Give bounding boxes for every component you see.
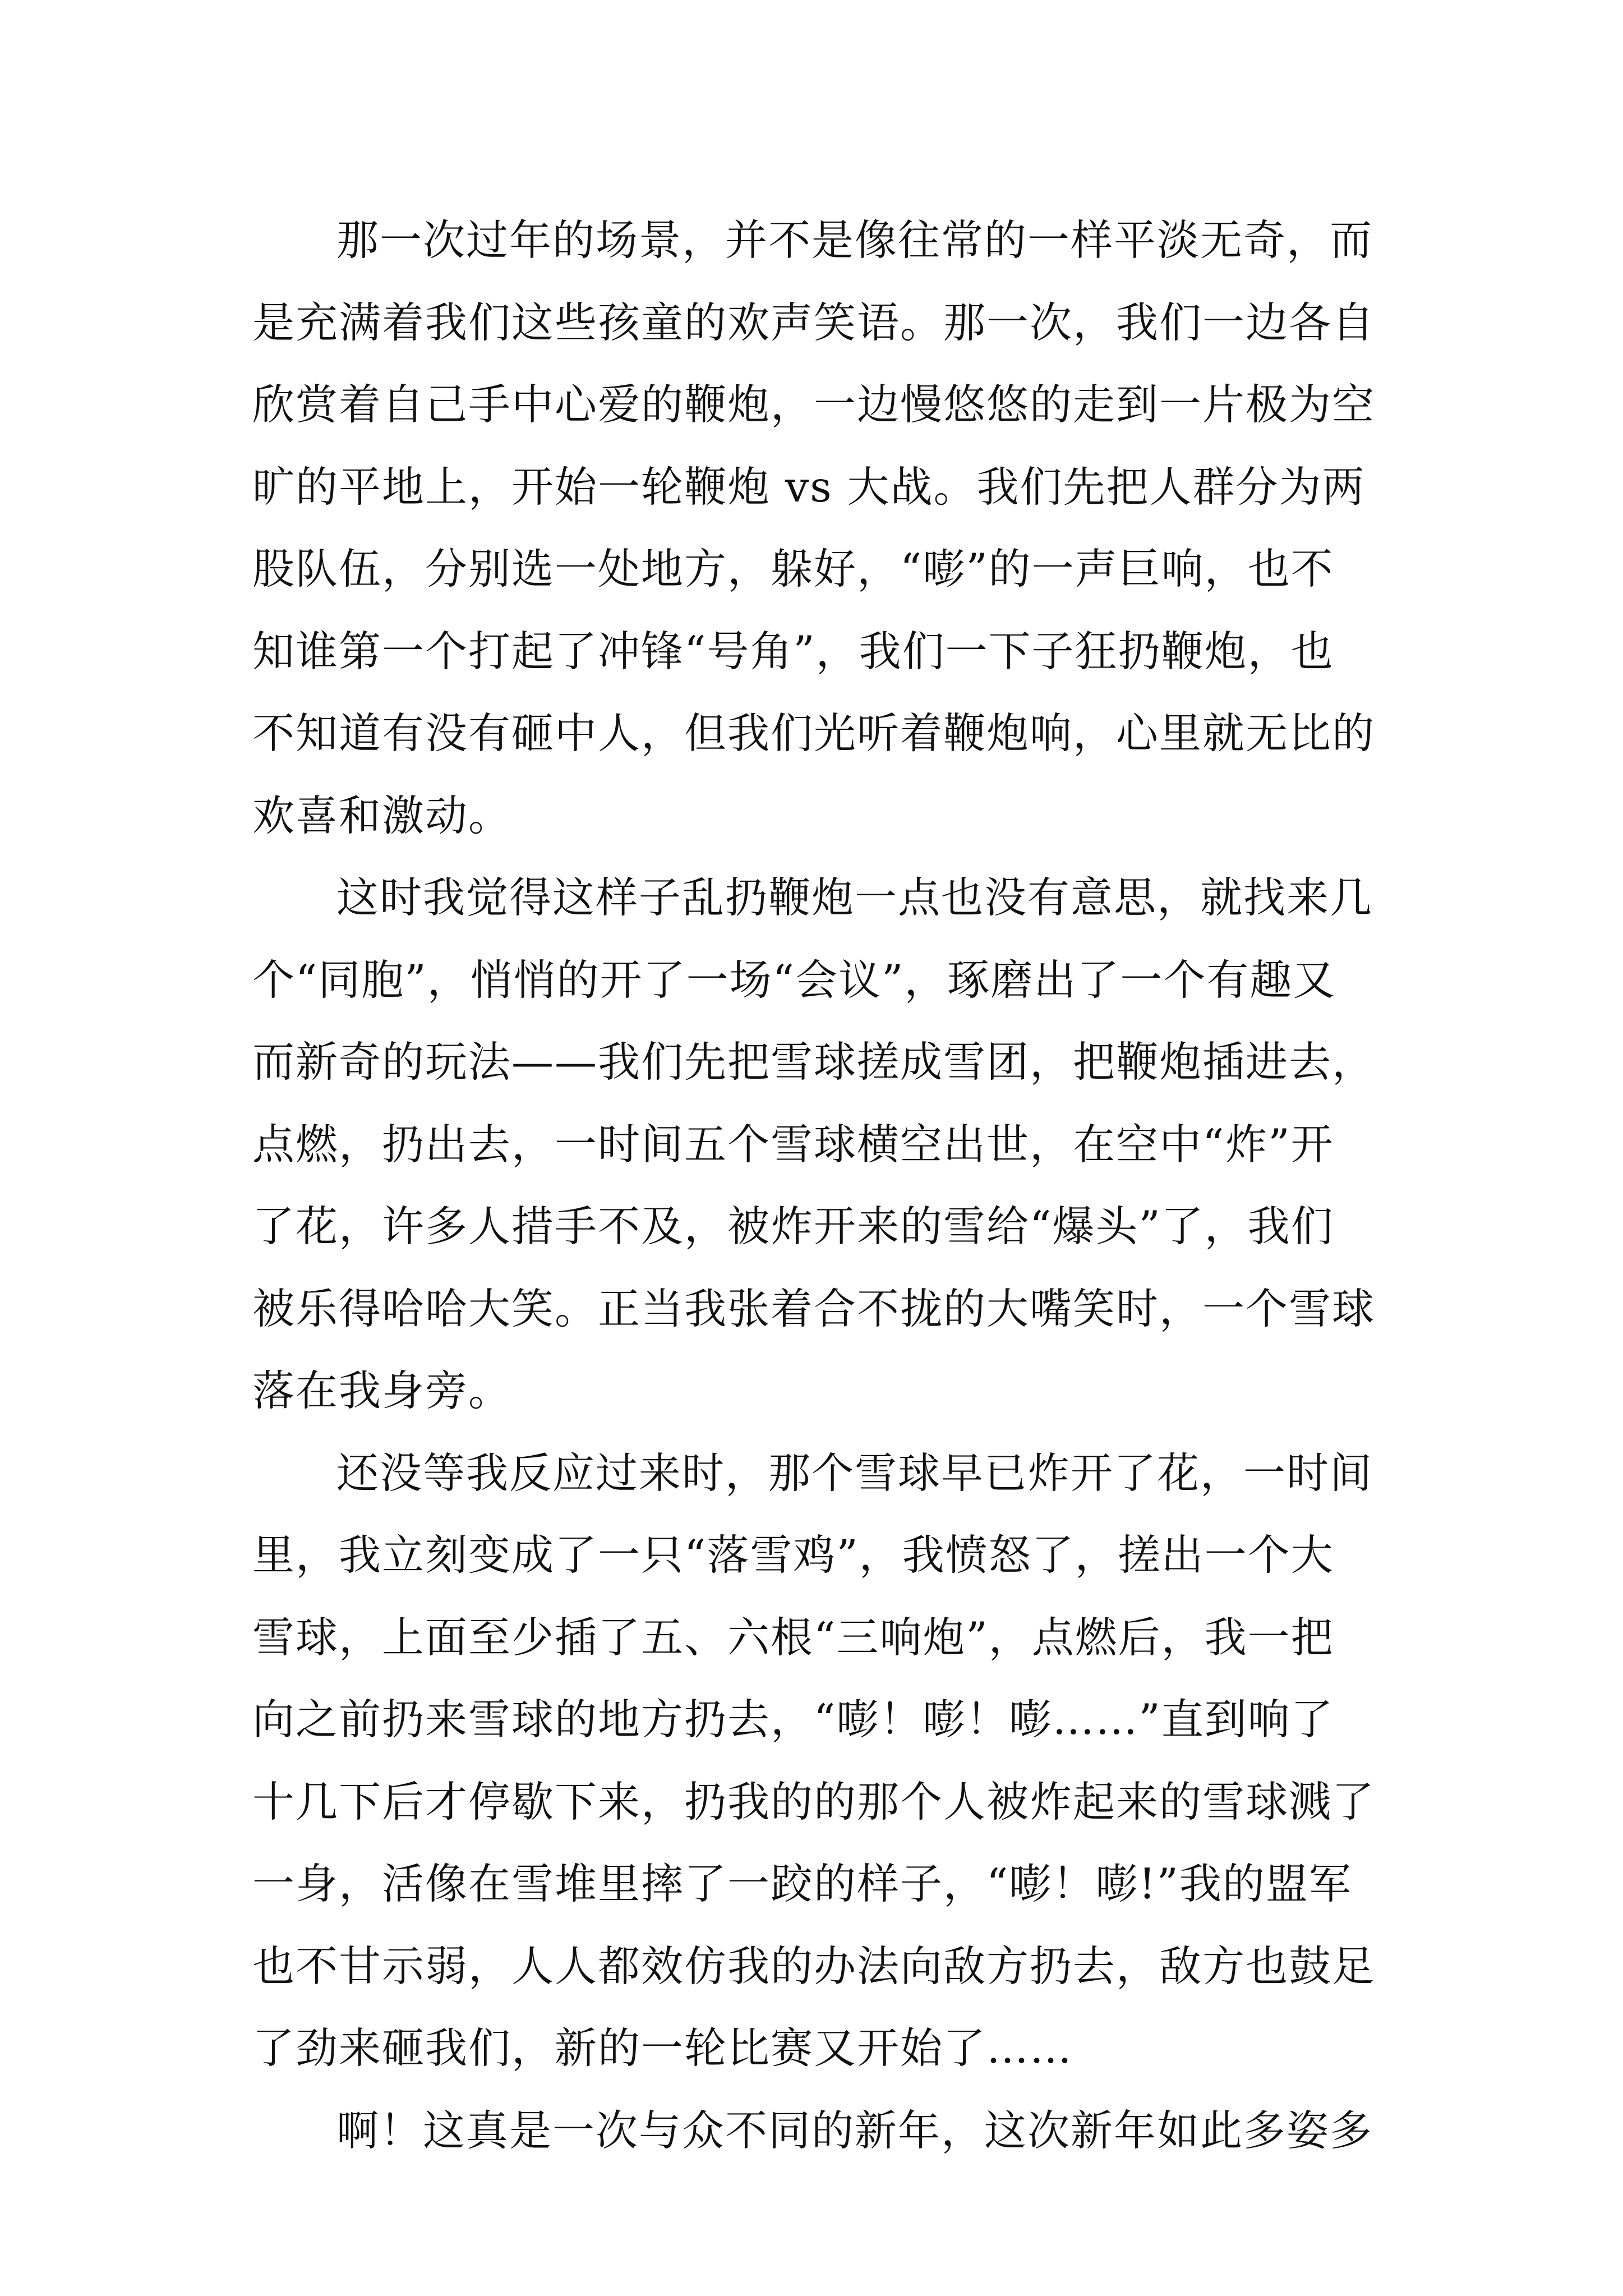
text-line: 还没等我反应过来时，那个雪球早已炸开了花，一时间	[336, 1448, 1373, 1498]
text-line: 知谁第一个打起了冲锋“号角”，我们一下子狂扔鞭炮，也	[252, 626, 1334, 676]
text-line: 点燃，扔出去，一时间五个雪球横空出世，在空中“炸”开	[252, 1119, 1334, 1169]
text-line: 了花，许多人措手不及，被炸开来的雪给“爆头”了，我们	[252, 1202, 1334, 1251]
text-line: 那一次过年的场景，并不是像往常的一样平淡无奇，而	[336, 215, 1373, 265]
text-line: 是充满着我们这些孩童的欢声笑语。那一次，我们一边各自	[252, 297, 1376, 347]
text-line: 一身，活像在雪堆里摔了一跤的样子，“嘭！嘭!”我的盟军	[252, 1859, 1352, 1908]
text-line: 啊！这真是一次与众不同的新年，这次新年如此多姿多	[336, 2105, 1373, 2155]
document-body	[252, 199, 1380, 2171]
text-line: 欣赏着自己手中心爱的鞭炮，一边慢悠悠的走到一片极为空	[252, 380, 1376, 429]
text-line: 里，我立刻变成了一只“落雪鸡”，我愤怒了，搓出一个大	[252, 1530, 1334, 1580]
text-line: 欢喜和激动。	[252, 790, 512, 840]
paragraph-3	[252, 1432, 1380, 2090]
text-line: 了劲来砸我们，新的一轮比赛又开始了……	[252, 2023, 1073, 2073]
paragraph-2	[252, 857, 1380, 1432]
text-line: 不知道有没有砸中人，但我们光听着鞭炮响，心里就无比的	[252, 708, 1376, 758]
text-line: 这时我觉得这样子乱扔鞭炮一点也没有意思，就找来几	[336, 873, 1373, 922]
text-line: 股队伍，分别选一处地方，躲好，“嘭”的一声巨响，也不	[252, 544, 1334, 593]
paragraph-1	[252, 199, 1380, 857]
text-line: 被乐得哈哈大笑。正当我张着合不拢的大嘴笑时，一个雪球	[252, 1283, 1376, 1333]
paragraph-4	[252, 2090, 1380, 2172]
text-line: 而新奇的玩法——我们先把雪球搓成雪团，把鞭炮插进去，	[252, 1037, 1376, 1087]
text-line: 个“同胞”，悄悄的开了一场“会议”，琢磨出了一个有趣又	[252, 955, 1336, 1005]
text-line: 十几下后才停歇下来，扔我的的那个人被炸起来的雪球溅了	[252, 1777, 1376, 1826]
text-line: 也不甘示弱，人人都效仿我的办法向敌方扔去，敌方也鼓足	[252, 1941, 1376, 1991]
text-line: 落在我身旁。	[252, 1366, 512, 1415]
text-line: 旷的平地上，开始一轮鞭炮 vs 大战。我们先把人群分为两	[252, 462, 1366, 512]
text-line: 向之前扔来雪球的地方扔去，“嘭！嘭！嘭……”直到响了	[252, 1695, 1334, 1744]
text-line: 雪球，上面至少插了五、六根“三响炮”，点燃后，我一把	[252, 1612, 1334, 1662]
